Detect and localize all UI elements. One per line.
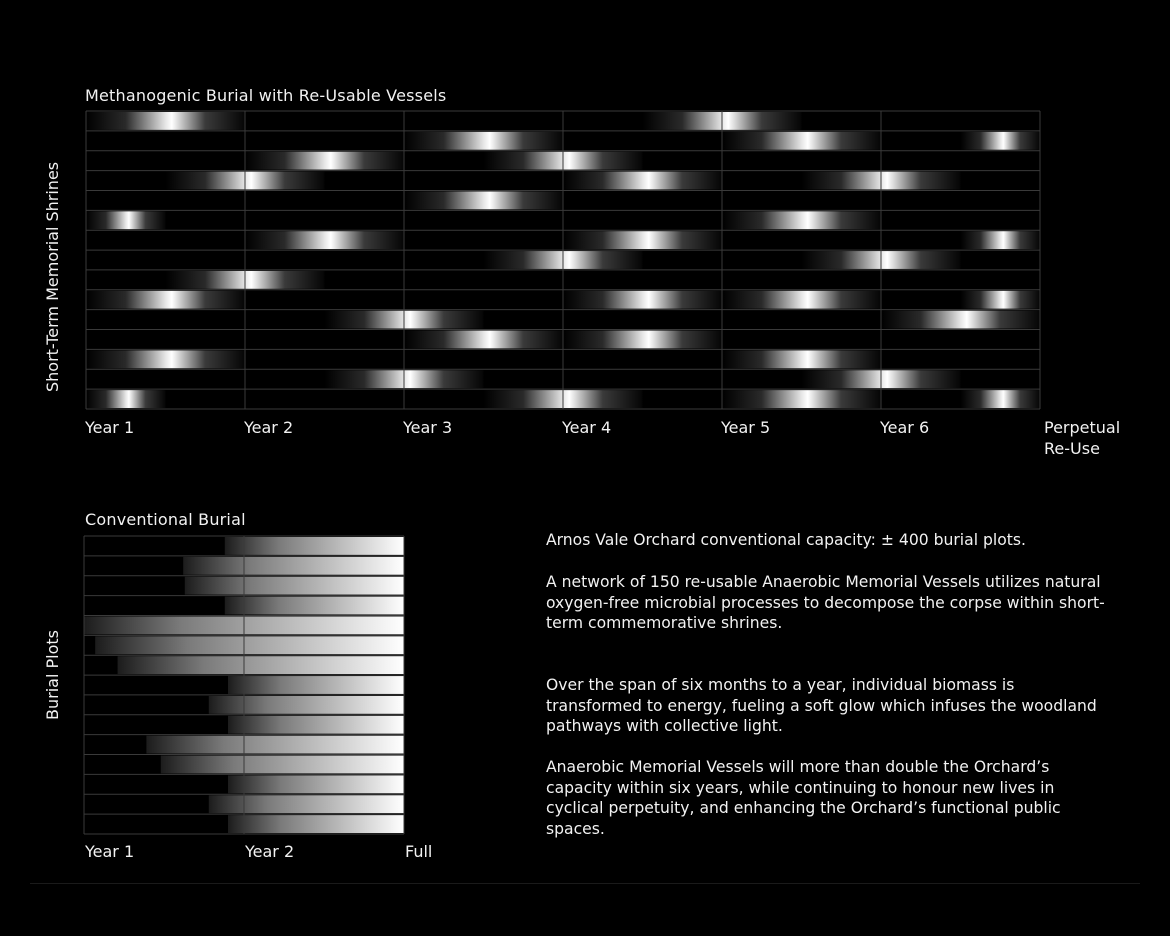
- burial-plot-fill-4: [225, 597, 404, 615]
- shrine-row-13-vessel-1: [86, 350, 245, 368]
- capacity-paragraph: Arnos Vale Orchard conventional capacity: ± 400 burial plots.: [546, 531, 1026, 549]
- shrine-row-10-vessel-1: [86, 291, 245, 309]
- burial-plot-fill-14: [209, 795, 404, 813]
- burial-plot-fill-15: [228, 815, 404, 833]
- shrine-row-15-vessel-4: [961, 390, 1041, 408]
- burial-plot-fill-12: [161, 756, 404, 774]
- shrine-row-5-vessel-1: [404, 191, 563, 209]
- shrine-row-12-vessel-2: [563, 331, 722, 349]
- burial-plot-fill-10: [228, 716, 404, 734]
- burial-plot-fill-2: [183, 557, 404, 575]
- bottom-chart-ylabel: Burial Plots: [43, 630, 62, 720]
- shrine-row-7-vessel-1: [245, 231, 404, 249]
- top-chart-end-label-2: Re-Use: [1044, 439, 1100, 458]
- capacity-outlook-paragraph: Anaerobic Memorial Vessels will more than double the Orchard’s capacity within six years, while continuing to honour new lives in cyclical perpetuity, and enhancing the Orchard’s functional public spaces.: [546, 758, 1061, 838]
- bottom-chart-title: Conventional Burial: [85, 510, 246, 529]
- top-chart-end-label-1: Perpetual: [1044, 418, 1121, 437]
- burial-plot-fill-1: [225, 537, 404, 555]
- shrine-row-13-vessel-2: [722, 350, 881, 368]
- shrine-row-2-vessel-2: [722, 132, 881, 150]
- shrine-row-11-vessel-2: [881, 311, 1040, 329]
- top-x-tick-year-1: Year 1: [85, 418, 135, 437]
- top-chart-ylabel: Short-Term Memorial Shrines: [43, 161, 62, 392]
- shrine-row-6-vessel-2: [722, 211, 881, 229]
- bottom-x-tick-3: Full: [405, 842, 433, 861]
- top-x-tick-year-6: Year 6: [880, 418, 930, 437]
- top-chart-title: Methanogenic Burial with Re-Usable Vessels: [85, 86, 447, 105]
- shrine-row-1-vessel-1: [86, 112, 245, 130]
- top-x-tick-year-5: Year 5: [721, 418, 771, 437]
- burial-plot-fill-3: [185, 577, 404, 595]
- shrine-row-15-vessel-3: [722, 390, 881, 408]
- shrine-row-6-vessel-1: [86, 211, 166, 229]
- shrine-row-10-vessel-3: [722, 291, 881, 309]
- top-x-tick-year-4: Year 4: [562, 418, 612, 437]
- shrine-row-4-vessel-2: [563, 172, 722, 190]
- burial-plot-fill-9: [209, 696, 404, 714]
- burial-plot-fill-6: [95, 636, 404, 654]
- top-x-tick-year-2: Year 2: [244, 418, 294, 437]
- shrine-row-12-vessel-1: [404, 331, 563, 349]
- burial-plot-fill-8: [228, 676, 404, 694]
- shrine-row-7-vessel-2: [563, 231, 722, 249]
- shrine-row-3-vessel-1: [245, 152, 404, 170]
- top-x-tick-year-3: Year 3: [403, 418, 453, 437]
- biomass-energy-paragraph: Over the span of six months to a year, individual biomass is transformed to energy, fueling a soft glow which infuses the woodland pathways with collective light.: [546, 676, 1097, 736]
- burial-plot-fill-7: [118, 656, 404, 674]
- shrine-row-2-vessel-3: [961, 132, 1041, 150]
- bottom-x-tick-1: Year 1: [85, 842, 135, 861]
- bottom-x-tick-2: Year 2: [245, 842, 295, 861]
- shrine-row-10-vessel-4: [961, 291, 1041, 309]
- page-divider: [30, 883, 1140, 884]
- vessel-network-paragraph: A network of 150 re-usable Anaerobic Memorial Vessels utilizes natural oxygen-free microbial processes to decompose the corpse within short-term commemorative shrines.: [546, 573, 1105, 633]
- burial-plot-fill-11: [146, 736, 404, 754]
- shrine-row-15-vessel-1: [86, 390, 166, 408]
- shrine-row-7-vessel-3: [961, 231, 1041, 249]
- shrine-row-10-vessel-2: [563, 291, 722, 309]
- shrine-row-2-vessel-1: [404, 132, 563, 150]
- burial-plot-fill-13: [228, 775, 404, 793]
